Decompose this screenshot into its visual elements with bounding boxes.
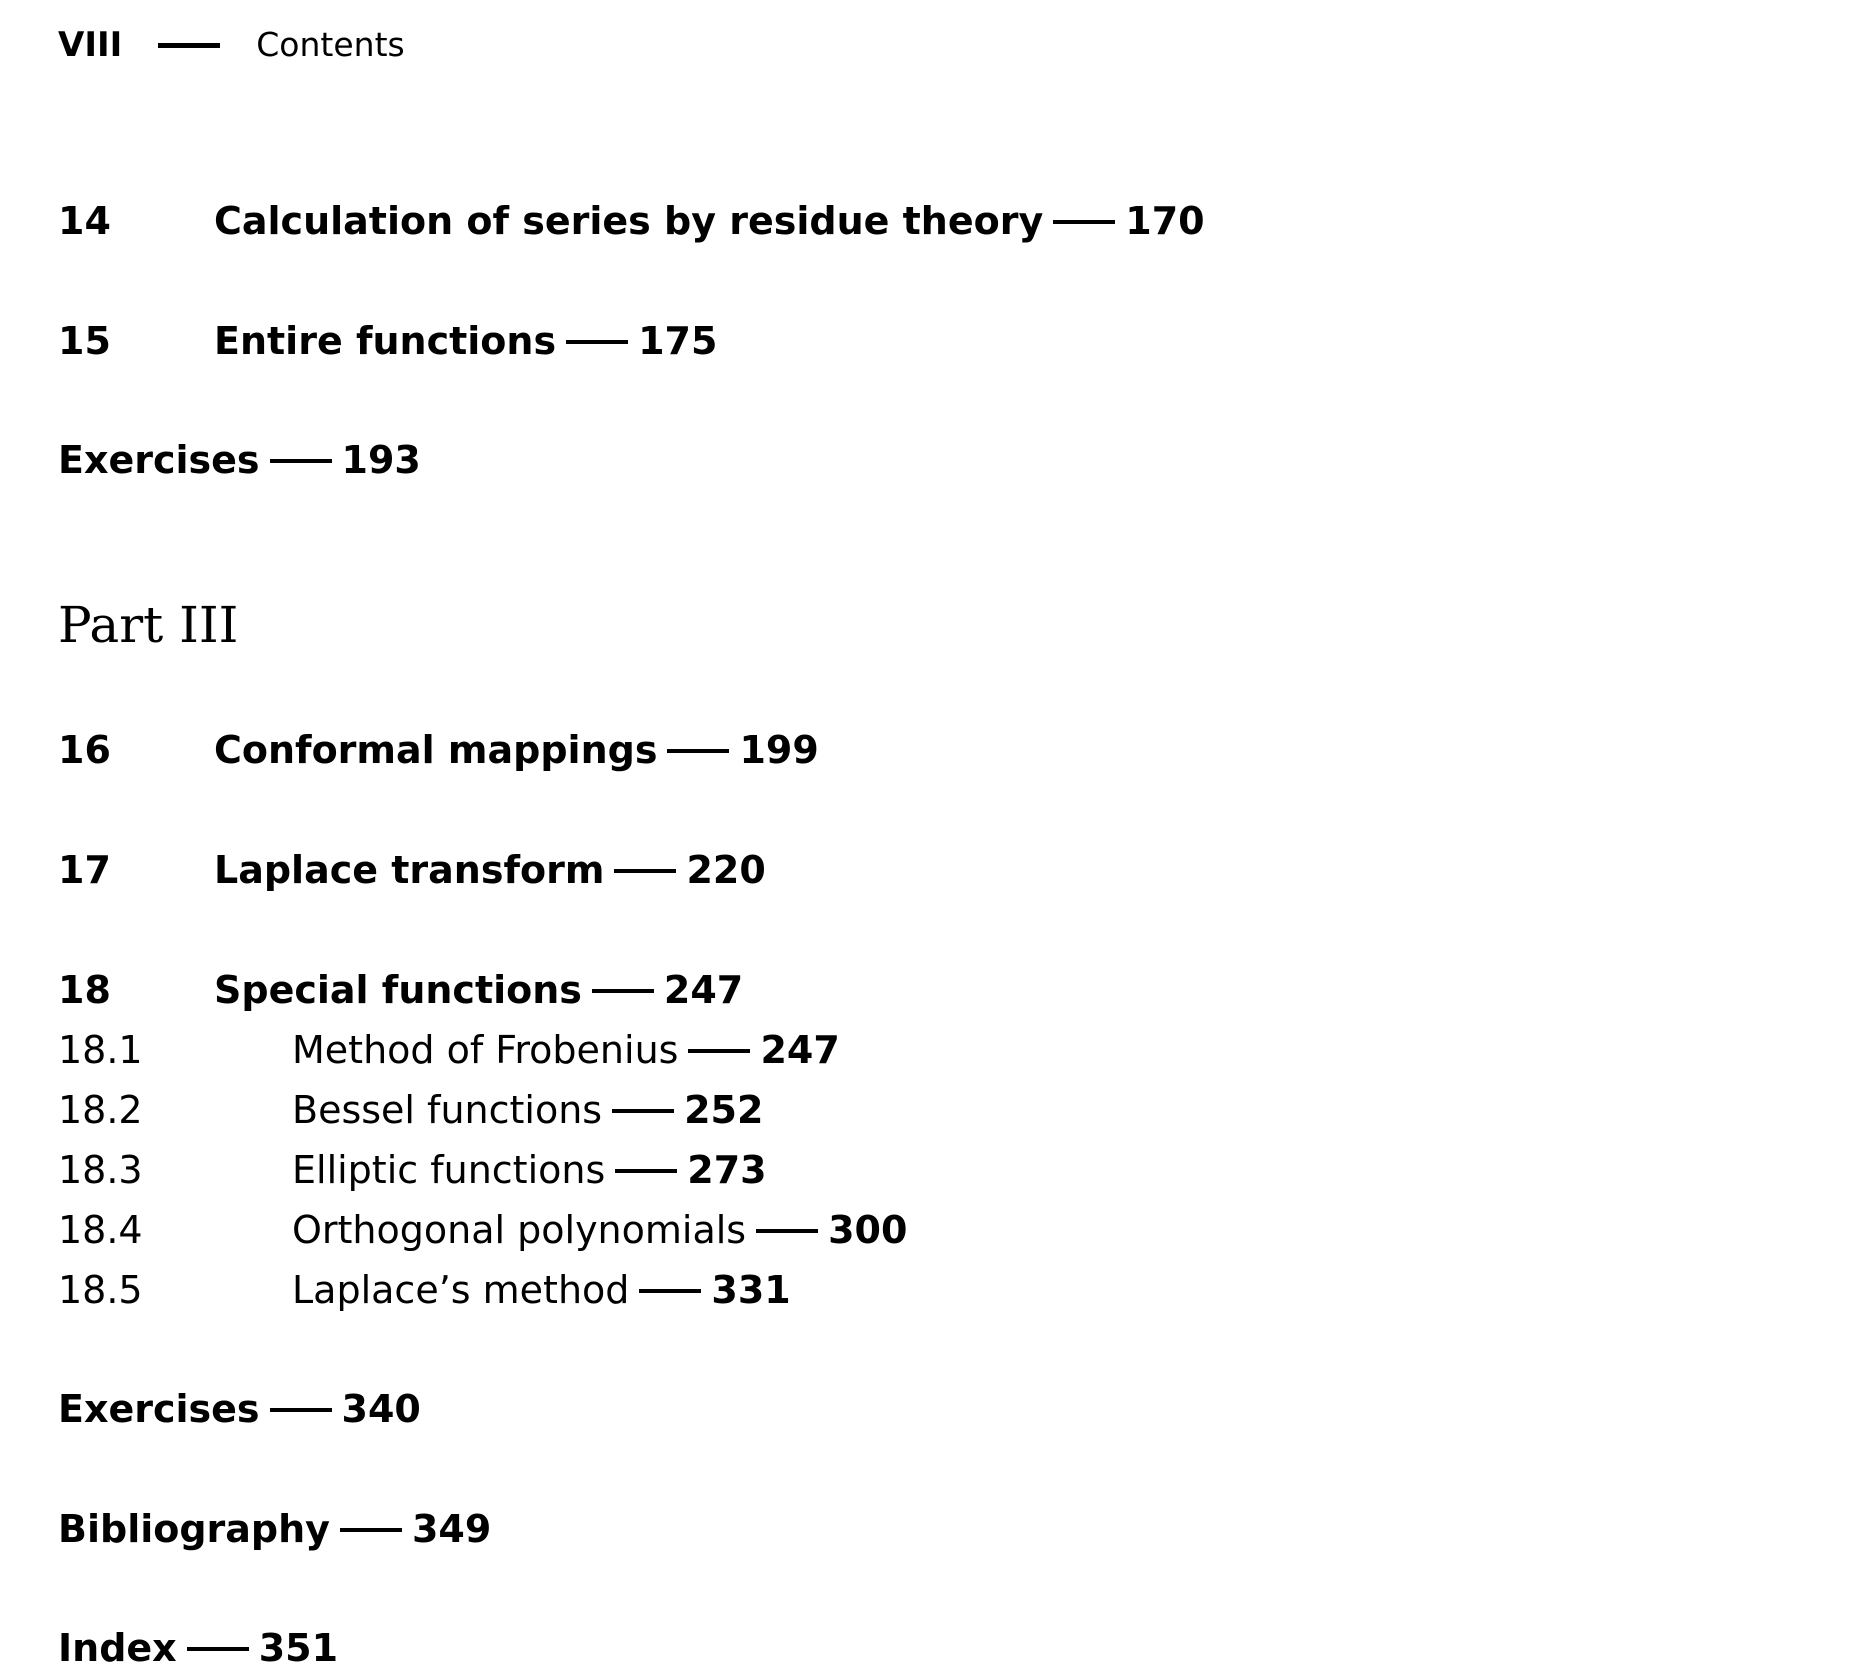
page-number: 193	[341, 438, 421, 482]
entry-title: Index	[58, 1626, 177, 1670]
chapter-title: Calculation of series by residue theory	[214, 199, 1044, 243]
toc-entry-section-18-5[interactable]	[58, 1268, 791, 1312]
section-title: Laplace’s method	[292, 1268, 630, 1312]
chapter-title: Laplace transform	[214, 848, 605, 892]
page-number: 340	[341, 1387, 421, 1431]
page-number: 273	[687, 1148, 767, 1192]
toc-entry-section-18-3[interactable]	[58, 1148, 767, 1192]
chapter-number: 16	[58, 728, 111, 772]
page-number: 220	[686, 848, 766, 892]
section-number: 18.1	[58, 1028, 143, 1072]
toc-entry-index[interactable]	[58, 1626, 339, 1670]
section-title: Bessel functions	[292, 1088, 603, 1132]
toc-entry-section-18-1[interactable]	[58, 1028, 840, 1072]
page-number: 170	[1125, 199, 1205, 243]
toc-entry-chapter-14[interactable]	[58, 199, 1205, 243]
dash-leader	[615, 1169, 677, 1173]
dash-leader	[639, 1289, 701, 1293]
page-number: 300	[828, 1208, 908, 1252]
page-number: 199	[739, 728, 819, 772]
chapter-title: Entire functions	[214, 319, 557, 363]
section-title: Elliptic functions	[292, 1148, 606, 1192]
toc-entry-exercises-part2[interactable]	[58, 438, 421, 482]
dash-leader	[614, 869, 676, 873]
dash-leader	[592, 989, 654, 993]
section-number: 18.3	[58, 1148, 143, 1192]
dash-leader	[187, 1647, 249, 1651]
dash-leader	[756, 1229, 818, 1233]
toc-entry-chapter-17[interactable]	[58, 848, 766, 892]
page-number: 247	[760, 1028, 840, 1072]
running-head-title: Contents	[256, 25, 405, 64]
chapter-title: Special functions	[214, 968, 582, 1012]
section-number: 18.2	[58, 1088, 143, 1132]
dash-leader	[340, 1528, 402, 1532]
page-number: 175	[638, 319, 718, 363]
page-number: 252	[684, 1088, 764, 1132]
section-number: 18.4	[58, 1208, 143, 1252]
dash-leader	[566, 340, 628, 344]
dash-separator	[158, 43, 220, 48]
toc-entry-bibliography[interactable]	[58, 1507, 492, 1551]
dash-leader	[612, 1109, 674, 1113]
dash-leader	[270, 1408, 332, 1412]
dash-leader	[688, 1049, 750, 1053]
section-title: Orthogonal polynomials	[292, 1208, 747, 1252]
page-folio: VIII	[58, 25, 123, 65]
toc-entry-section-18-2[interactable]	[58, 1088, 764, 1132]
chapter-number: 18	[58, 968, 111, 1012]
entry-title: Bibliography	[58, 1507, 330, 1551]
chapter-number: 15	[58, 319, 111, 363]
chapter-title: Conformal mappings	[214, 728, 658, 772]
page-number: 331	[711, 1268, 791, 1312]
page-number: 349	[411, 1507, 492, 1551]
dash-leader	[1053, 220, 1115, 224]
toc-entry-section-18-4[interactable]	[58, 1208, 908, 1252]
dash-leader	[667, 749, 729, 753]
chapter-number: 14	[58, 199, 111, 243]
page-number: 351	[258, 1626, 339, 1670]
running-head	[58, 25, 405, 65]
toc-entry-exercises-part3[interactable]	[58, 1387, 421, 1431]
toc-entry-chapter-15[interactable]	[58, 319, 718, 363]
section-number: 18.5	[58, 1268, 143, 1312]
toc-entry-chapter-18[interactable]	[58, 968, 744, 1012]
dash-leader	[270, 459, 332, 463]
chapter-number: 17	[58, 848, 111, 892]
section-title: Method of Frobenius	[292, 1028, 679, 1072]
toc-entry-chapter-16[interactable]	[58, 728, 819, 772]
page-number: 247	[663, 968, 744, 1012]
entry-title: Exercises	[58, 438, 260, 482]
part-heading: Part III	[58, 596, 239, 654]
entry-title: Exercises	[58, 1387, 260, 1431]
